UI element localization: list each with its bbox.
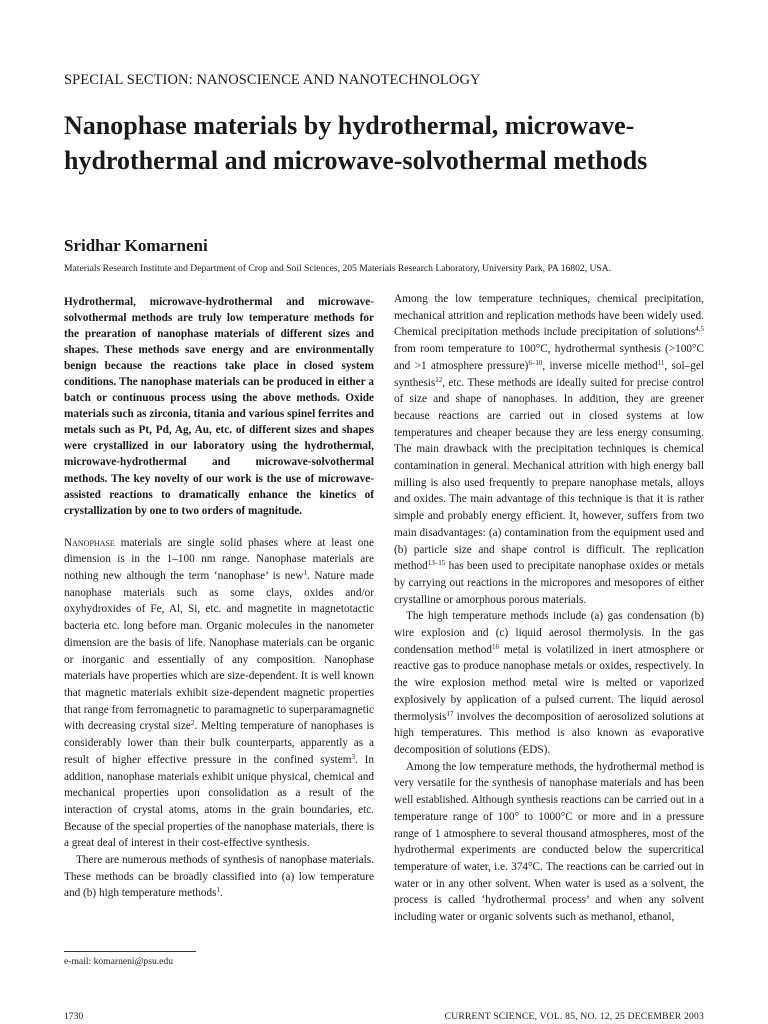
section-heading: SPECIAL SECTION: NANOSCIENCE AND NANOTECHNOLOGY bbox=[64, 72, 481, 88]
author-email-footnote[interactable]: e-mail: komarneni@psu.edu bbox=[64, 956, 174, 967]
lead-word: Nanophase bbox=[64, 536, 115, 549]
journal-citation: CURRENT SCIENCE, VOL. 85, NO. 12, 25 DECEMBER 2003 bbox=[444, 1011, 704, 1022]
citation-ref[interactable]: 12 bbox=[435, 375, 443, 384]
citation-ref[interactable]: 1 bbox=[216, 886, 220, 895]
citation-ref[interactable]: 3 bbox=[351, 752, 355, 761]
author-name: Sridhar Komarneni bbox=[64, 236, 208, 255]
footnote-divider bbox=[64, 951, 196, 952]
citation-ref[interactable]: 1 bbox=[303, 569, 307, 578]
citation-ref[interactable]: 4,5 bbox=[695, 325, 704, 334]
body-paragraph-4: The high temperature methods include (a) gas condensation (b) wire explosion and (c) liquid aerosol thermolysis. In the gas condensation method$^{16}$ metal is volatilized in inert atmosphere or reactive gas to produce nanophase metals or oxides, respectively. In the wire explosion method metal wire is melted or vaporized explosively by application of a pulsed current. The liquid aerosol thermolysis$^{17}$ involves the decomposition of aerosolized solutions at high temperatures. This method is also known as evaporative decomposition of solutions (EDS). bbox=[394, 610, 704, 756]
body-paragraph-5: Among the low temperature methods, the hydrothermal method is very versatile for the synthesis of nanophase materials and has been well established. Although synthesis reactions can be carried out in a temperature range of 100° to 1000°C or more and in a pressure range of 1 atmosphere to several thousand atmospheres, most of the hydrothermal experiments are conducted below the supercritical temperature of water, i.e. 374°C. The reactions can be carried out in water or in any other solvent. When water is used as a solvent, the process is called ‘hydrothermal process’ and when any solvent including water or organic solvents such as methanol, ethanol, bbox=[394, 760, 704, 924]
page-number: 1730 bbox=[64, 1011, 84, 1022]
body-paragraph-2: There are numerous methods of synthesis of nanophase materials. These methods can be broadly classified into (a) low temperature and (b) high temperature methods$^1$. bbox=[64, 854, 374, 900]
article-title: Nanophase materials by hydrothermal, microwave-hydrothermal and microwave-solvothermal methods bbox=[64, 111, 648, 175]
left-column bbox=[64, 294, 374, 902]
abstract: Hydrothermal, microwave-hydrothermal and microwave-solvothermal methods are truly low temperature methods for the prearation of nanophase materials of different sizes and shapes. These methods save energy and are environmentally benign because the reactions take place in closed system conditions. The nanophase materials can be produced in either a batch or continuous process using the above methods. Oxide materials such as zirconia, titania and various spinel ferrites and metals such as Pt, Pd, Ag, Au, etc. of different sizes and shapes were crystallized in our laboratory using the hydrothermal, microwave-hydrothermal and microwave-solvothermal methods. The key novelty of our work is the use of microwave-assisted reactions to dramatically enhance the kinetics of crystallization by one to two orders of magnitude. bbox=[64, 296, 374, 517]
body-paragraph-3: Among the low temperature techniques, chemical precipitation, mechanical attrition and replication methods have been widely used. Chemical precipitation methods include precipitation of solutions$^{4,5}$ from room temperature to 100°C, hydrothermal synthesis (>100°C and >1 atmosphere pressure)$^{6-10}$, inverse micelle method$^{11}$, sol–gel synthesis$^{12}$, etc. These methods are ideally suited for precise control of size and shape of nanophases. In addition, they are greener because reactions are carried out in closed systems at low temperatures and cheaper because they are less energy consuming. The main drawback with the precipitation techniques is chemical contamination in general. Mechanical attrition with high energy ball milling is also used frequently to prepare nanophase metals, alloys and oxides. The main advantage of this technique is that it is rather simple and probably energy efficient. It, however, suffers from two main disadvantages: (a) contamination from the equipment used and (b) particle size and shape control is difficult. The replication method$^{13-15}$ has been used to precipitate nanophase oxides or metals by carrying out reactions in the micropores and mesopores of either crystalline or amorphous porous materials. bbox=[394, 293, 704, 606]
citation-ref[interactable]: 13–15 bbox=[427, 559, 446, 568]
citation-ref[interactable]: 11 bbox=[657, 358, 665, 367]
citation-ref[interactable]: 17 bbox=[446, 709, 454, 718]
body-paragraph-1: Nanophase materials are single solid phases where at least one dimension is in the 1–100 nm range. Nanophase materials are nothing new although the term ‘nanophase’ is new$^1$. Nature made nanophase materials such as some clays, oxides and/or oxyhydroxides of Fe, Al, Si, etc. and magnetite in magnetotactic bacteria etc. long before man. Organic molecules in the nanometer dimension are the basis of life. Nanophase materials can be organic or inorganic and essentially of any composition. Nanophase materials have properties which are size-dependent. It is well known that magnetic materials exhibit size-dependent magnetic properties that range from ferromagnetic to paramagnetic to superparamagnetic with decreasing crystal size$^2$. Melting temperature of nanophases is considerably lower than their bulk counterparts, apparently as a result of higher effective pressure in the confined system$^3$. In addition, nanophase materials exhibit unique physical, chemical and mechanical properties upon consolidation as a result of the interaction of crystal atoms, atoms in the grain boundaries, etc. Because of the special properties of the nanophase materials, there is a great deal of interest in their cost-effective synthesis. bbox=[64, 536, 375, 850]
citation-ref[interactable]: 2 bbox=[190, 719, 195, 728]
citation-ref[interactable]: 16 bbox=[492, 642, 500, 651]
citation-ref[interactable]: 6–10 bbox=[528, 358, 543, 367]
right-column bbox=[394, 291, 704, 926]
author-affiliation: Materials Research Institute and Department of Crop and Soil Sciences, 205 Materials Research Laboratory, University Park, PA 16802, USA. bbox=[64, 263, 612, 274]
